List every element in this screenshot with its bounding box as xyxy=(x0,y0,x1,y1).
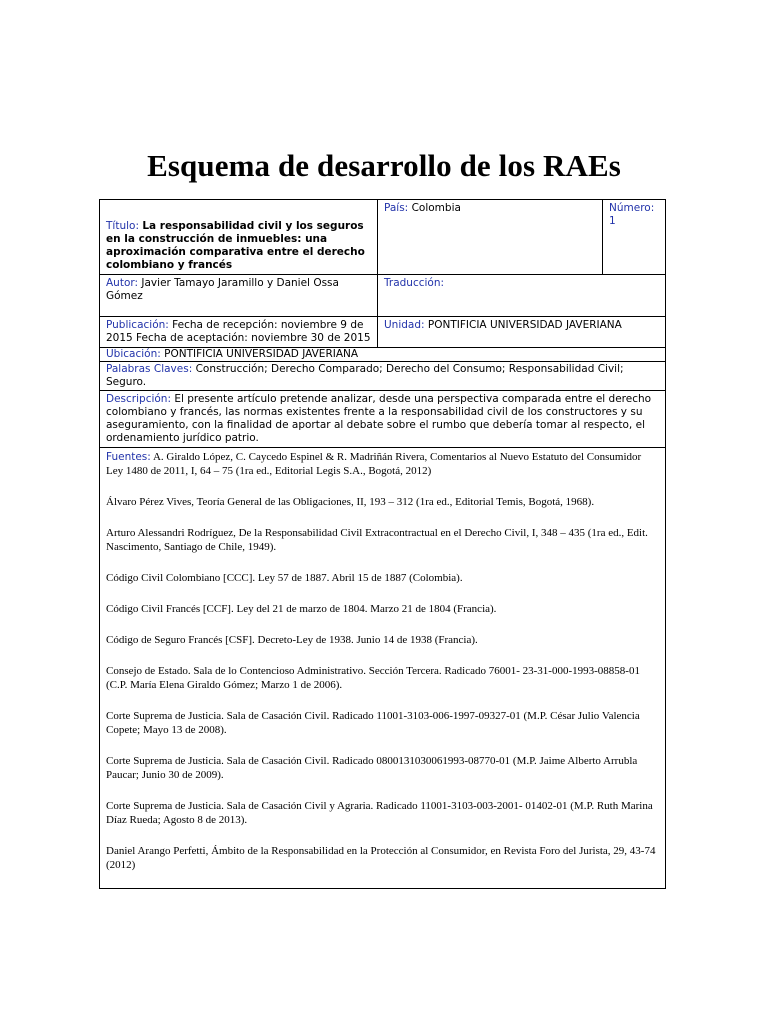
palabras-label: Palabras Claves: xyxy=(106,363,193,375)
titulo-label: Título: xyxy=(106,220,139,232)
numero-label: Número: xyxy=(609,202,655,214)
fuentes-cell xyxy=(100,448,666,889)
row-palabras xyxy=(100,362,666,391)
ubicacion-label: Ubicación: xyxy=(106,348,161,360)
unidad-cell xyxy=(378,317,666,348)
traduccion-cell xyxy=(378,275,666,317)
fuente-text: A. Giraldo López, C. Caycedo Espinel & R. Madriñán Rivera, Comentarios al Nuevo Estatuto del Consumidor Ley 1480 de 2011, I, 64 – 75 (1ra ed., Editorial Legis S.A., Bogotá, 2012) xyxy=(106,451,642,477)
palabras-value: Construcción; Derecho Comparado; Derecho del Consumo; Responsabilidad Civil; Seguro. xyxy=(106,363,624,388)
row-ubicacion xyxy=(100,348,666,362)
descripcion-value: El presente artículo pretende analizar, desde una perspectiva comparada entre el derecho colombiano y francés, las normas existentes frente a la responsabilidad civil de los constructores y su aseguramiento, con la finalidad de aportar al debate sobre el rumbo que debería tomar al respecto, el ordenamiento jurídico patrio. xyxy=(106,393,652,444)
row-autor xyxy=(100,275,666,317)
autor-cell xyxy=(100,275,378,317)
autor-value: Javier Tamayo Jaramillo y Daniel Ossa Gómez xyxy=(106,277,339,302)
fuente-item: Corte Suprema de Justicia. Sala de Casación Civil. Radicado 0800131030061993-08770-01 (M.P. Jaime Alberto Arrubla Paucar; Junio 30 de 2009). xyxy=(106,755,638,781)
pais-value: Colombia xyxy=(411,202,461,214)
publicacion-label: Publicación: xyxy=(106,319,169,331)
autor-label: Autor: xyxy=(106,277,139,289)
fuente-item: Corte Suprema de Justicia. Sala de Casación Civil. Radicado 11001-3103-006-1997-09327-01 (M.P. César Julio Valencia Copete; Mayo 13 de 2008). xyxy=(106,710,640,736)
traduccion-label: Traducción: xyxy=(384,277,445,289)
unidad-label: Unidad: xyxy=(384,319,425,331)
fuente-item: Arturo Alessandri Rodríguez, De la Responsabilidad Civil Extracontractual en el Derecho Civil, I, 348 – 435 (1ra ed., Edit. Nascimento, Santiago de Chile, 1949). xyxy=(106,527,648,553)
titulo-cell xyxy=(100,200,378,275)
pais-cell xyxy=(378,200,603,275)
descripcion-cell xyxy=(100,391,666,448)
fuente-item: Corte Suprema de Justicia. Sala de Casación Civil y Agraria. Radicado 11001-3103-003-2001- 01402-01 (M.P. Ruth Marina Díaz Rueda; Agosto 8 de 2013). xyxy=(106,800,653,826)
row-fuentes xyxy=(100,448,666,889)
publicacion-cell xyxy=(100,317,378,348)
fuente-item: Código de Seguro Francés [CSF]. Decreto-Ley de 1938. Junio 14 de 1938 (Francia). xyxy=(106,634,478,646)
ubicacion-value: PONTIFICIA UNIVERSIDAD JAVERIANA xyxy=(164,348,359,360)
document-title: Esquema de desarrollo de los RAEs xyxy=(147,148,621,183)
titulo-value: La responsabilidad civil y los seguros en la construcción de inmuebles: una aproximación comparativa entre el derecho colombiano y francés xyxy=(106,220,365,271)
palabras-cell xyxy=(100,362,666,391)
numero-cell xyxy=(603,200,666,275)
fuente-item: Código Civil Colombiano [CCC]. Ley 57 de 1887. Abril 15 de 1887 (Colombia). xyxy=(106,572,463,584)
row-publicacion xyxy=(100,317,666,348)
numero-value: 1 xyxy=(609,215,616,227)
fuente-item: Álvaro Pérez Vives, Teoría General de las Obligaciones, II, 193 – 312 (1ra ed., Editorial Temis, Bogotá, 1968). xyxy=(106,496,595,508)
row-descripcion xyxy=(100,391,666,448)
publicacion-value: Fecha de recepción: noviembre 9 de 2015 Fecha de aceptación: noviembre 30 de 2015 xyxy=(106,319,371,344)
fuente-item xyxy=(106,450,660,478)
ubicacion-cell xyxy=(100,348,666,362)
fuente-item: Consejo de Estado. Sala de lo Contencioso Administrativo. Sección Tercera. Radicado 76001- 23-31-000-1993-08858-01 (C.P. María Elena Giraldo Gómez; Marzo 1 de 2006). xyxy=(106,665,640,691)
descripcion-label: Descripción: xyxy=(106,393,171,405)
pais-label: País: xyxy=(384,202,409,214)
fuente-item: Código Civil Francés [CCF]. Ley del 21 de marzo de 1804. Marzo 21 de 1804 (Francia). xyxy=(106,603,497,615)
rae-table xyxy=(99,199,666,889)
unidad-value: PONTIFICIA UNIVERSIDAD JAVERIANA xyxy=(427,319,622,331)
fuente-item: Daniel Arango Perfetti, Ámbito de la Responsabilidad en la Protección al Consumidor, en Revista Foro del Jurista, 29, 43-74 (2012) xyxy=(106,845,656,871)
row-titulo xyxy=(100,200,666,275)
fuentes-label: Fuentes: xyxy=(106,451,151,463)
